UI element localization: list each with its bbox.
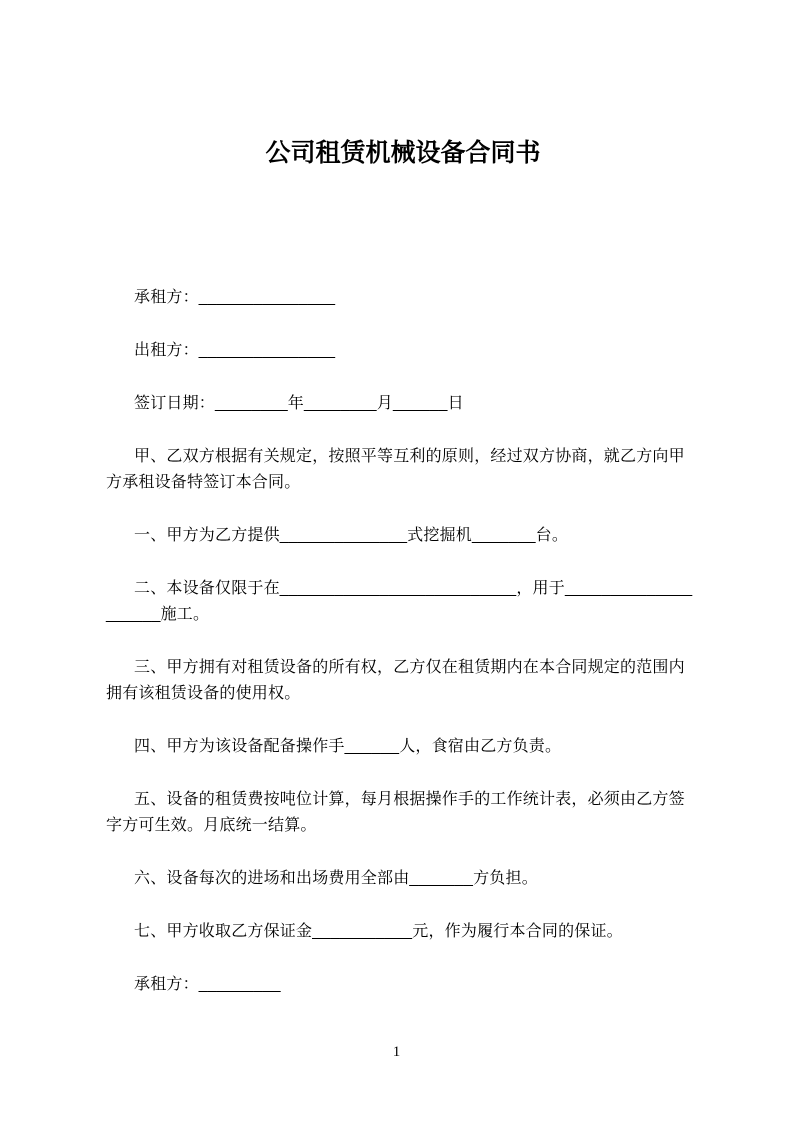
lessee-field: 承租方：_______________ — [134, 289, 336, 306]
clause-7: 七、甲方收取乙方保证金___________元，作为履行本合同的保证。 — [134, 923, 623, 940]
clause-3: 三、甲方拥有对租赁设备的所有权，乙方仅在租赁期内在本合同规定的范围内拥有该租赁设备的使用权。 — [106, 659, 685, 702]
clause-4: 四、甲方为该设备配备操作手______人，食宿由乙方负责。 — [134, 738, 562, 755]
clause-1: 一、甲方为乙方提供______________式挖掘机_______台。 — [134, 527, 569, 544]
page-number: 1 — [392, 1044, 401, 1060]
signature-lessee-line: 承租方：_________ — [134, 976, 281, 993]
signing-date-field: 签订日期：________年________月______日 — [134, 395, 464, 412]
clause-2: 二、本设备仅限于在__________________________，用于____________________施工。 — [106, 580, 693, 623]
lessor-field: 出租方：_______________ — [134, 342, 336, 359]
clause-6: 六、设备每次的进场和出场费用全部由_______方负担。 — [134, 870, 538, 887]
contract-title: 公司租赁机械设备合同书 — [265, 139, 541, 167]
clause-5: 五、设备的租赁费按吨位计算，每月根据操作手的工作统计表，必须由乙方签字方可生效。月底统一结算。 — [106, 791, 685, 834]
preamble-paragraph: 甲、乙双方根据有关规定，按照平等互利的原则，经过双方协商，就乙方向甲方承租设备特签订本合同。 — [106, 448, 685, 491]
